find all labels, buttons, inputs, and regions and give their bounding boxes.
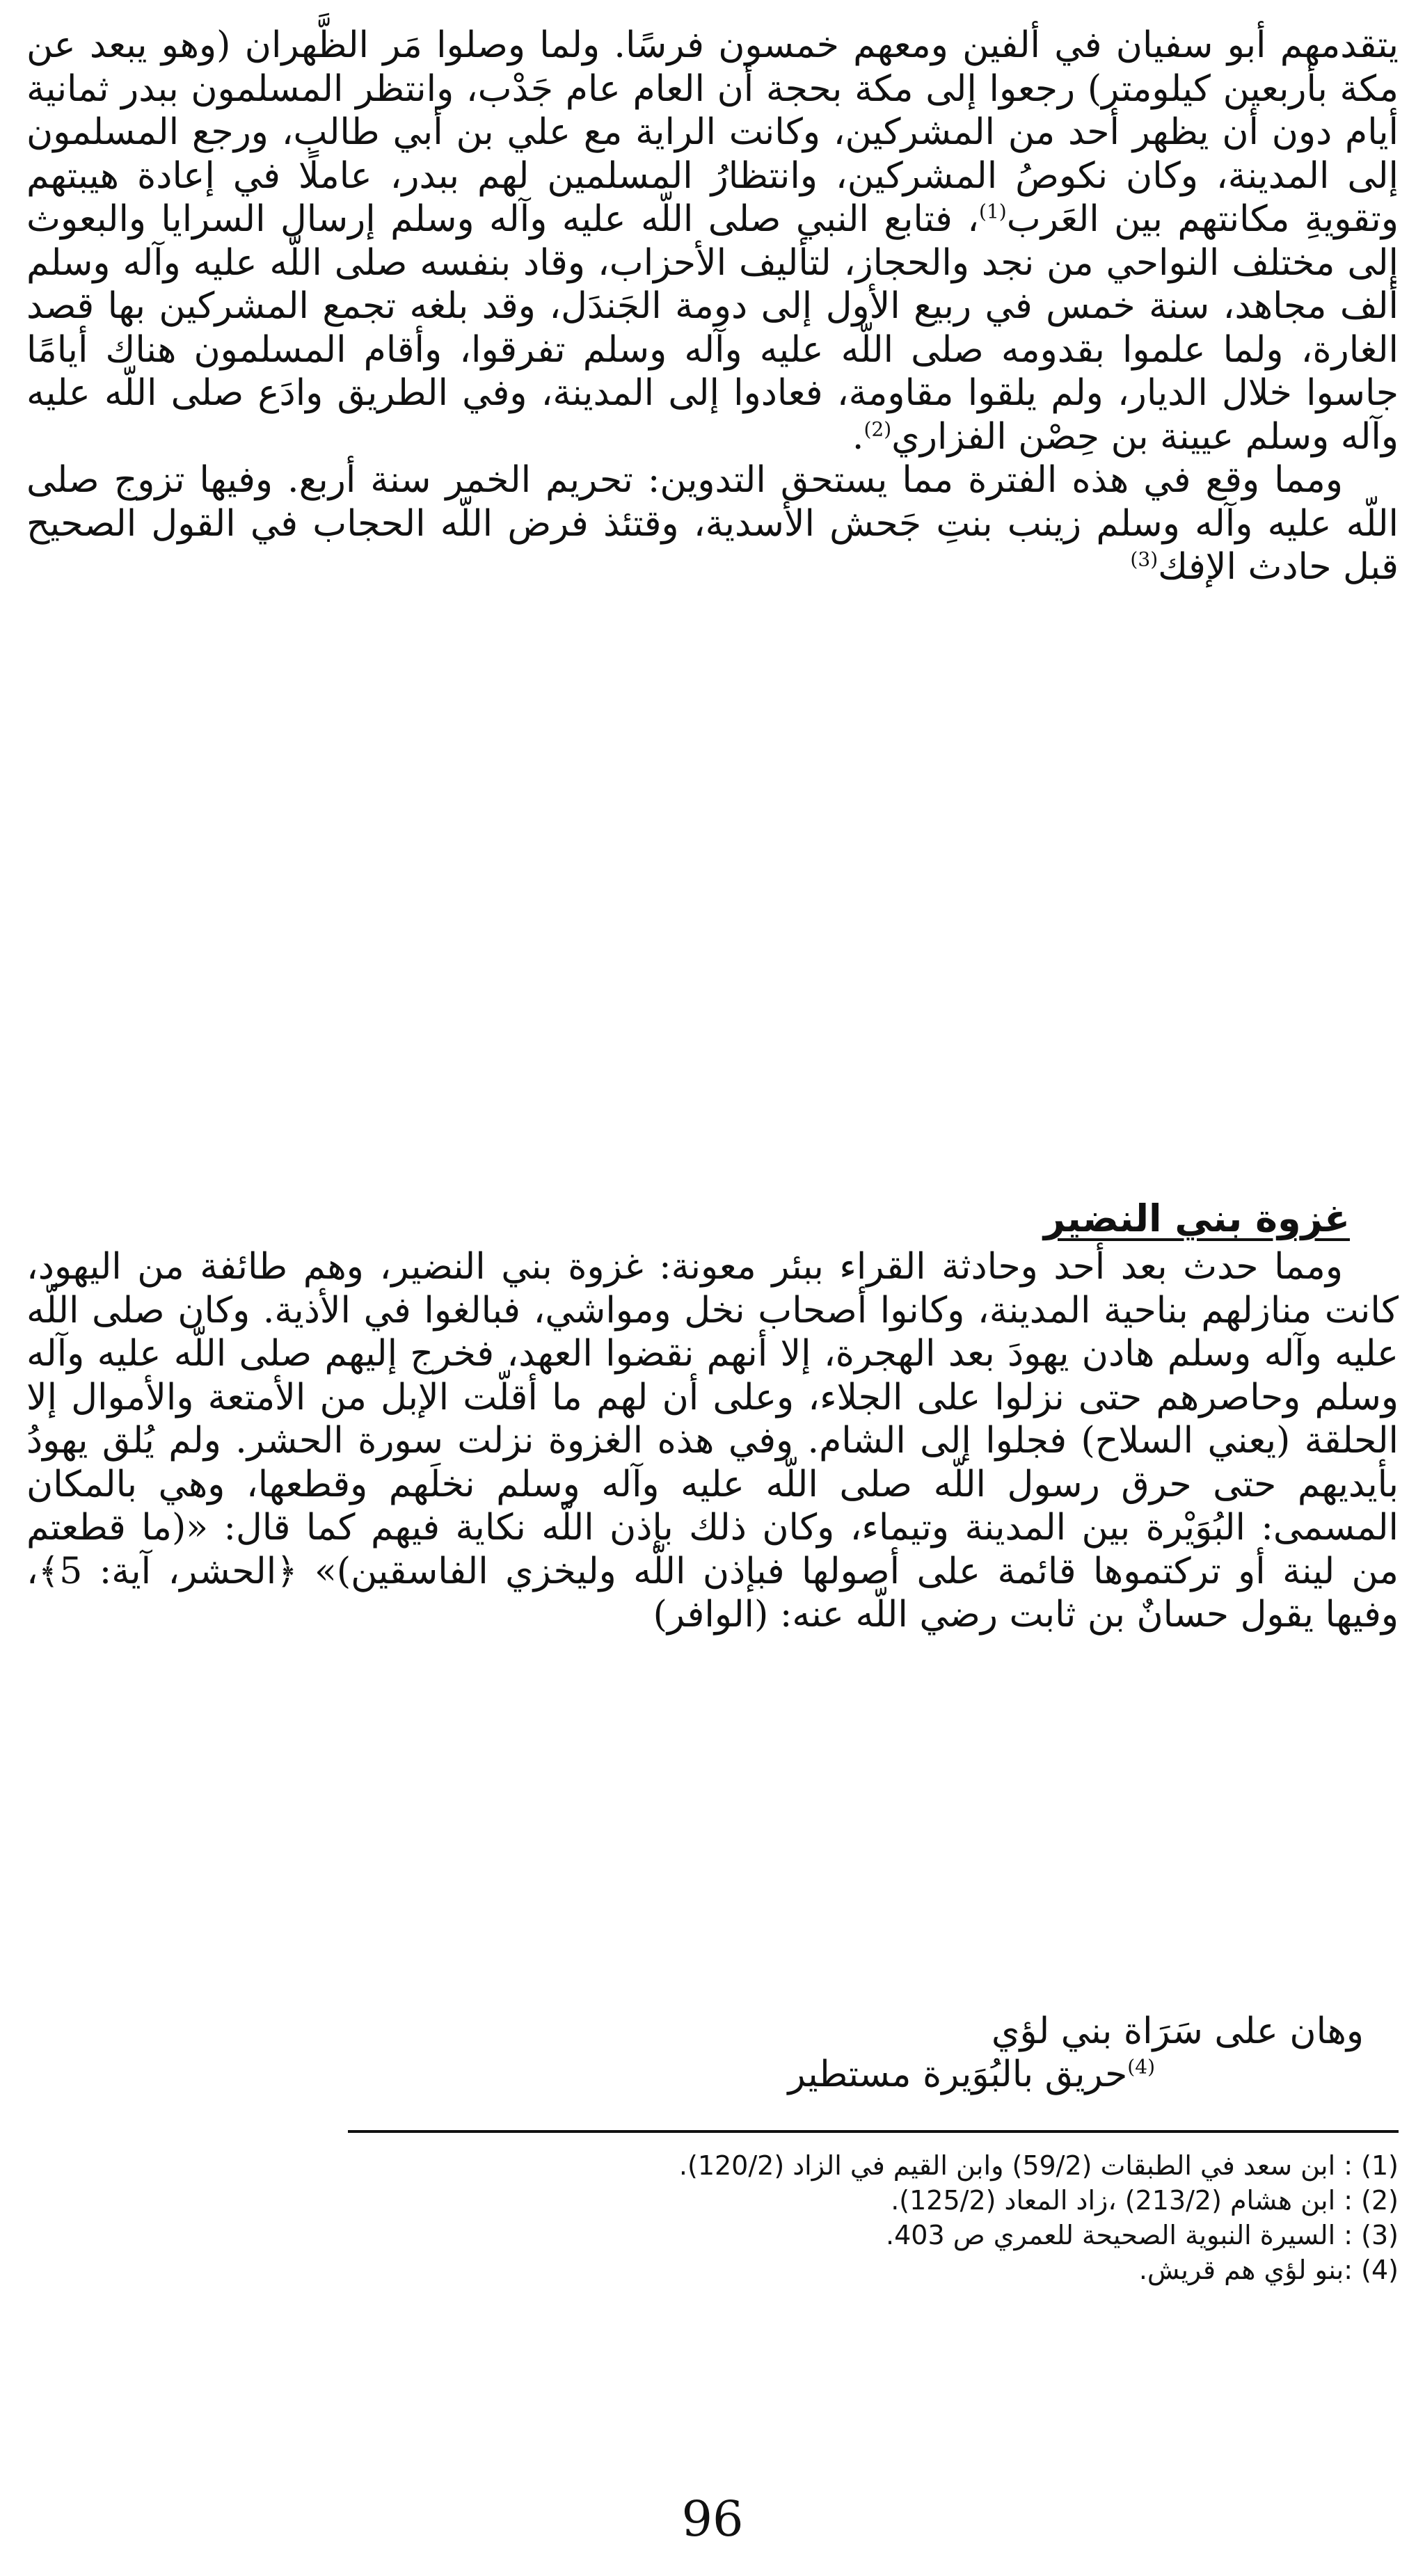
- footnote-number: (1): [1361, 2150, 1399, 2181]
- poem-line-2: [390, 2054, 1155, 2095]
- footnote-number: (4): [1361, 2255, 1399, 2285]
- footnote-3: [417, 2218, 1399, 2253]
- footnote-1: [417, 2148, 1399, 2183]
- footnote-text: : السيرة النبوية الصحيحة للعمري ص 403.: [886, 2220, 1353, 2250]
- poem-line-2-text: حريق بالبُوَيرة مستطير: [788, 2054, 1128, 2095]
- paragraph-2: [26, 458, 1399, 589]
- top-text-block: [26, 24, 1399, 589]
- footnote-number: (2): [1361, 2185, 1399, 2216]
- footnote-ref-2: (2): [863, 417, 892, 441]
- paragraph-1-text-cont: ، فتابع النبي صلى اللّه عليه وآله وسلم إرسال السرايا والبعوث إلى مختلف النواحي من نجد والحجاز، لتأليف الأحزاب، وقاد بنفسه صلى اللّه عليه وآله وسلم ألف مجاهد، سنة خمس في ربيع الأول إلى دومة الجَندَل، وقد بلغه تجمع المشركين بها قصد الغارة، ولما علموا بقدومه صلى اللّه عليه وآله وسلم تفرقوا، وأقام المسلمون هناك أيامًا جاسوا خلال الديار، ولم يلقوا مقاومة، فعادوا إلى المدينة، وفي الطريق وادَع صلى اللّه عليه وآله وسلم عيينة بن حِصْن الفزاري: [26, 198, 1399, 458]
- poem-line-1: وهان على سَرَاة بني لؤي: [991, 2010, 1364, 2052]
- footnote-ref-4: (4): [1127, 2055, 1155, 2079]
- footnote-text: : ابن هشام (213/2) ،زاد المعاد (125/2).: [891, 2185, 1353, 2216]
- footnote-text: :بنو لؤي هم قريش.: [1138, 2255, 1353, 2285]
- footnotes: [417, 2148, 1399, 2287]
- section-title: غزوة بني النضير: [1043, 1197, 1350, 1240]
- paragraph-1-end: .: [852, 415, 864, 458]
- paragraph-1: [26, 24, 1399, 458]
- footnote-text: : ابن سعد في الطبقات (59/2) وابن القيم في الزاد (120/2).: [678, 2150, 1353, 2181]
- section-paragraph: ومما حدث بعد أحد وحادثة القراء ببئر معونة: غزوة بني النضير، وهم طائفة من اليهود، كانت منازلهم بناحية المدينة، وكانوا أصحاب نخل ومواشي، فبالغوا في الأذية. وكان صلى اللّه عليه وآله وسلم هادن يهودَ بعد الهجرة، إلا أنهم نقضوا العهد، فخرج إليهم صلى اللّه عليه وآله وسلم وحاصرهم حتى نزلوا على الجلاء، وعلى أن لهم ما أقلّت الإبل من الأمتعة والأموال إلا الحلقة (يعني السلاح) فجلوا إلى الشام. وفي هذه الغزوة نزلت سورة الحشر. ولم يُلق يهودُ بأيديهم حتى حرق رسول اللّه صلى اللّه عليه وآله وسلم نخلَهم وقطعها، وهي بالمكان المسمى: البُوَيْرة بين المدينة وتيماء، وكان ذلك بإذن اللّه نكاية فيهم كما قال: «(ما قطعتم من لينة أو تركتموها قائمة على أصولها فبإذن اللّه وليخزي الفاسقين)» ﴿الحشر، آية: 5﴾، وفيها يقول حسانٌ بن ثابت رضي اللّه عنه: (الوافر): [26, 1246, 1399, 1635]
- paragraph-2-text: ومما وقع في هذه الفترة مما يستحق التدوين: تحريم الخمر سنة أربع. وفيها تزوج صلى اللّه عليه وآله وسلم زينب بنتِ جَحش الأسدية، وقتئذ فرض اللّه الحجاب في القول الصحيح قبل حادث الإفك: [26, 459, 1399, 588]
- footnote-ref-1: (1): [979, 200, 1007, 223]
- paragraph-1-text: يتقدمهم أبو سفيان في ألفين ومعهم خمسون فرسًا. ولما وصلوا مَر الظَّهران (وهو يبعد عن مكة بأربعين كيلومتر) رجعوا إلى مكة بحجة أن العام عام جَدْب، وانتظر المسلمون ببدر ثمانية أيام دون أن يظهر أحد من المشركين، وكانت الراية مع علي بن أبي طالب، ورجع المسلمون إلى المدينة، وكان نكوصُ المشركين، وانتظارُ المسلمين لهم ببدر، عاملًا في إعادة هيبتهم وتقويةِ مكانتهم بين العَرب: [26, 24, 1399, 240]
- footnote-number: (3): [1361, 2220, 1399, 2250]
- page-number: 96: [681, 2490, 744, 2547]
- section-text-block: [26, 1245, 1399, 1637]
- footnote-4: [417, 2253, 1399, 2287]
- footnote-2: [417, 2183, 1399, 2218]
- footnote-ref-3: (3): [1130, 547, 1159, 571]
- footnote-separator: [348, 2130, 1399, 2133]
